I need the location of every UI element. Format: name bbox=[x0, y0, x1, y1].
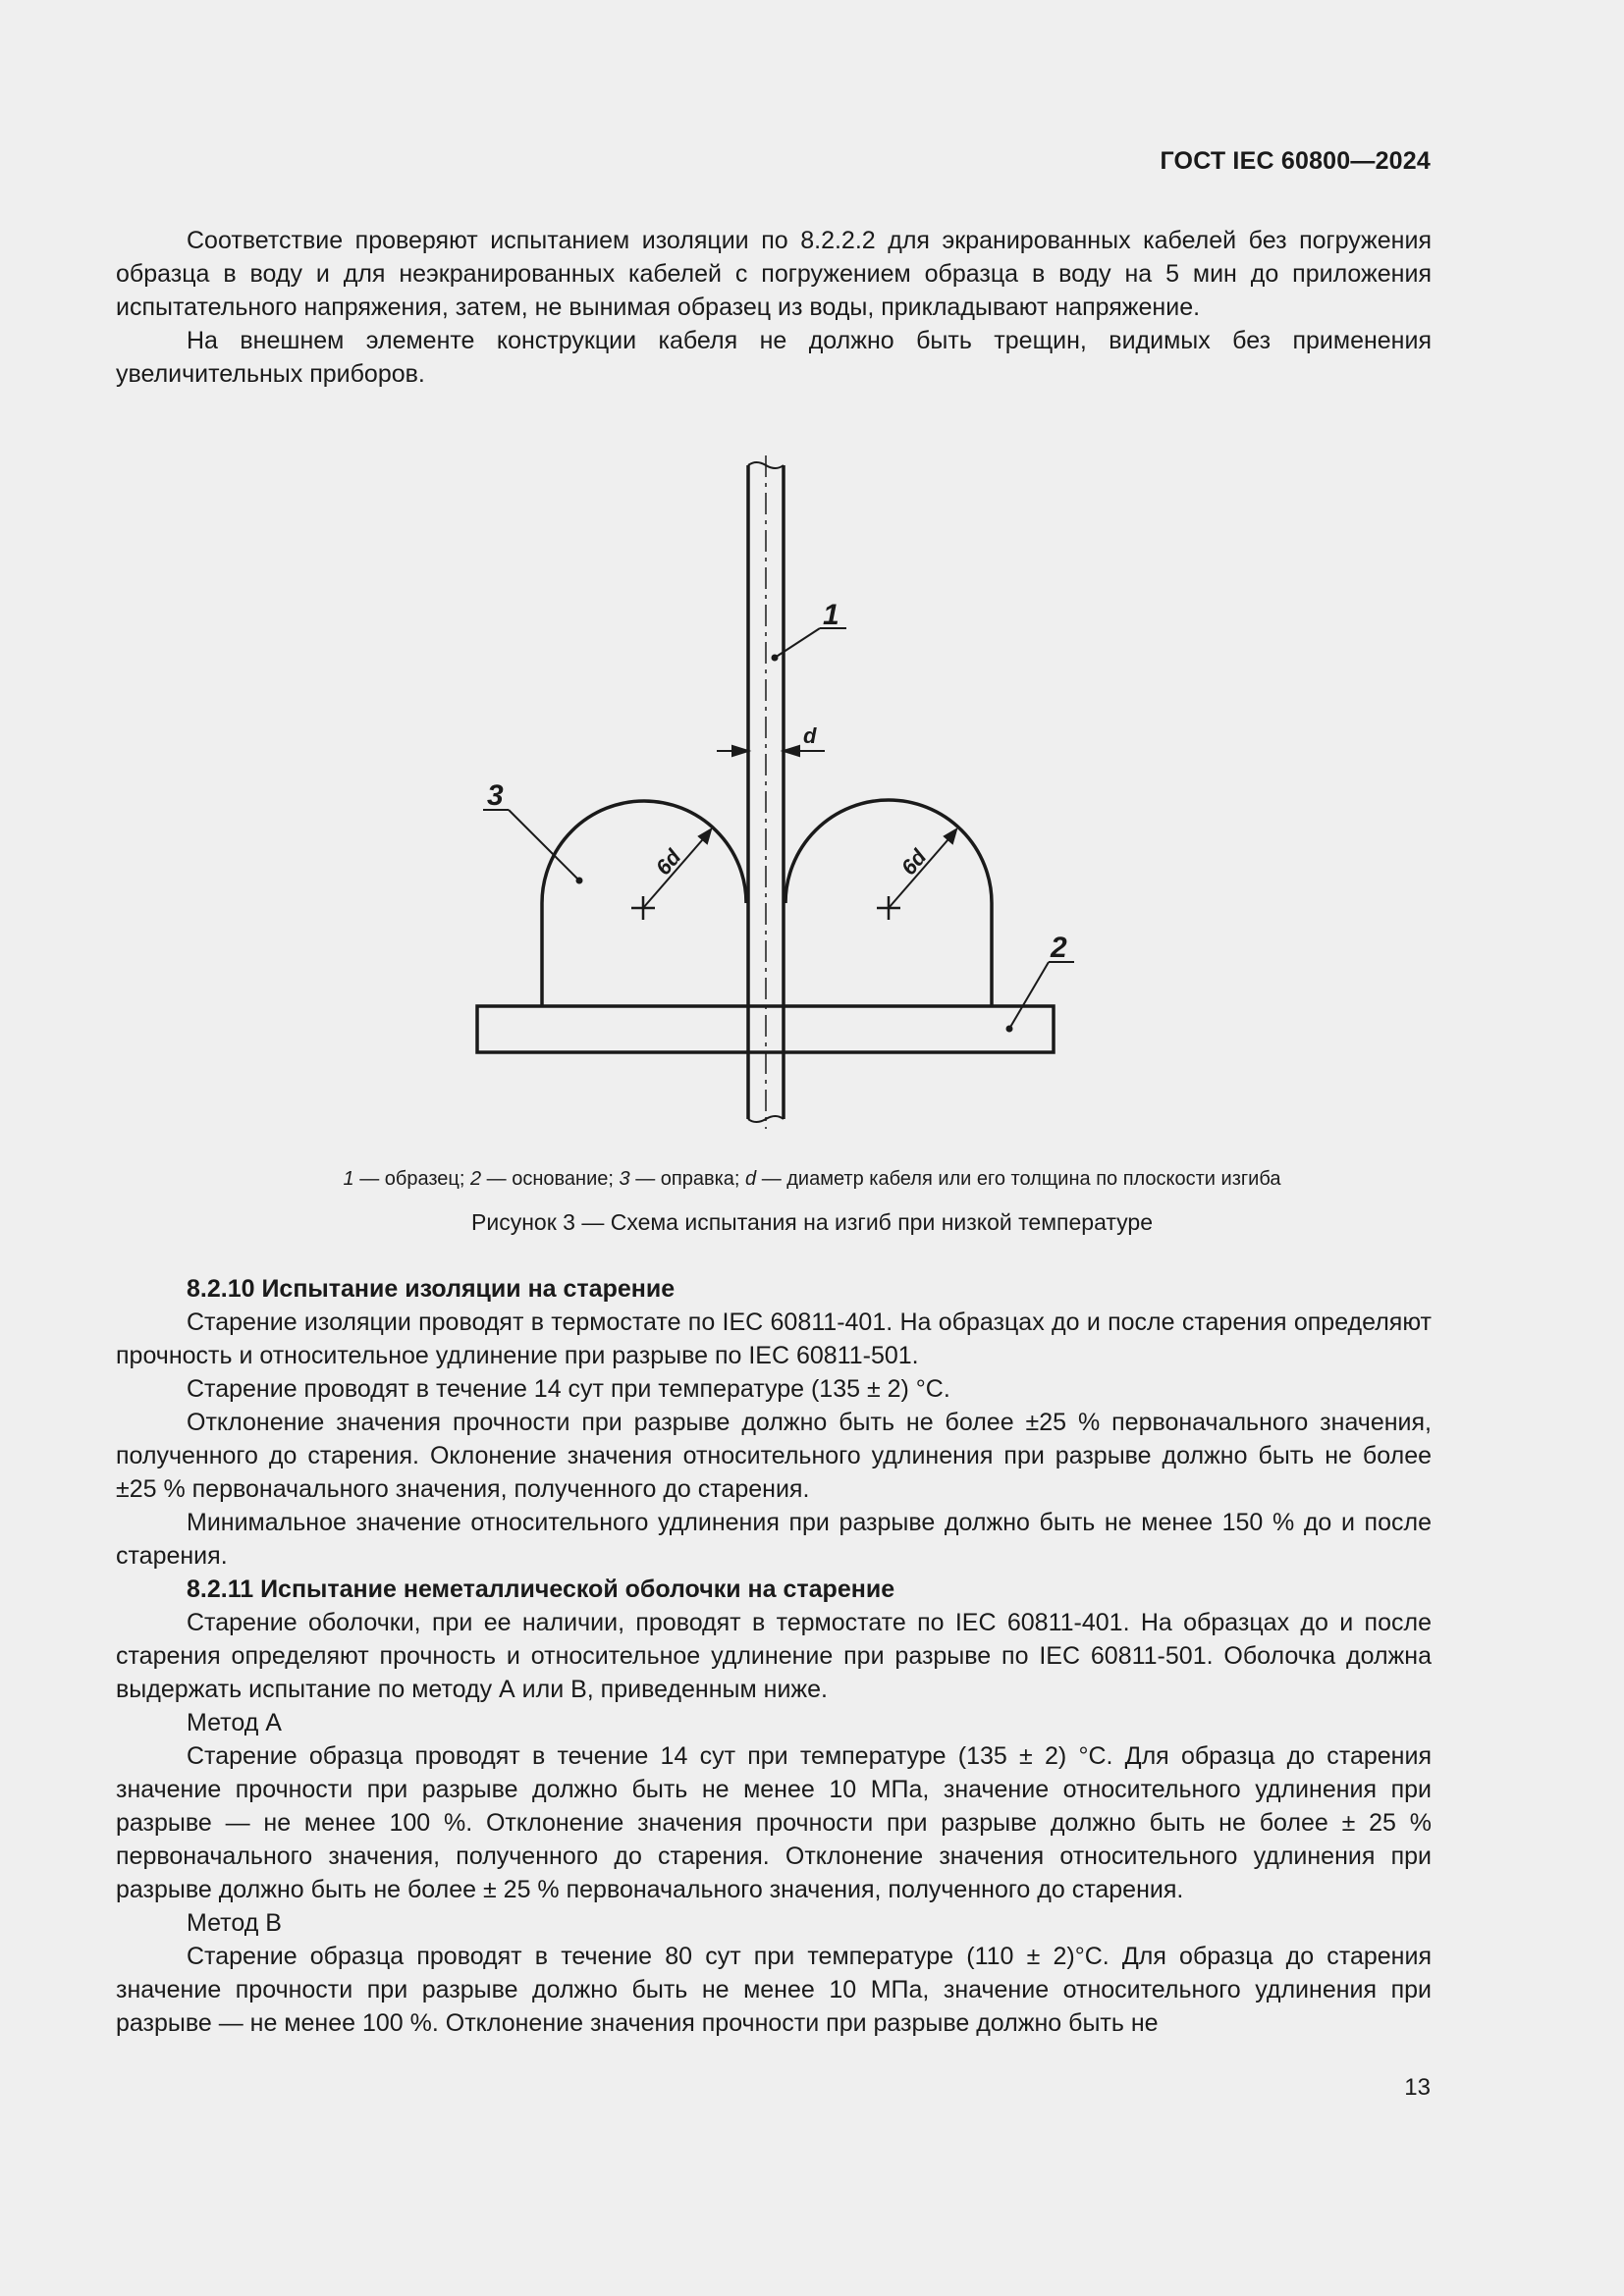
paragraph: Минимальное значение относительного удлинения при разрыве должно быть не менее 150 % до и после старения. bbox=[116, 1509, 1432, 1570]
method-a-label: Метод А bbox=[187, 1709, 282, 1736]
label-6d-left: 6d bbox=[650, 844, 686, 881]
paragraph: Соответствие проверяют испытанием изоляции по 8.2.2.2 для экранированных кабелей без погружения образца в воду и для неэкранированных кабелей с погружением образца в воду на 5 мин до приложения испытательного напряжения, затем, не вынимая образец из воды, прикладывают напряжение. bbox=[116, 227, 1432, 321]
paragraph: На внешнем элементе конструкции кабеля не должно быть трещин, видимых без применения увеличительных приборов. bbox=[116, 327, 1432, 388]
page-number: 13 bbox=[1404, 2074, 1431, 2101]
section-text bbox=[116, 1272, 1432, 2040]
label-2: 2 bbox=[1051, 932, 1067, 964]
label-6d-right: 6d bbox=[895, 844, 932, 881]
section-heading-8-2-10: 8.2.10 Испытание изоляции на старение bbox=[187, 1275, 676, 1303]
leader-3 bbox=[483, 810, 582, 883]
leader-2 bbox=[1007, 962, 1075, 1032]
paragraph: Старение изоляции проводят в термостате по IEC 60811-401. На образцах до и после старения определяют прочность и относительное удлинение при разрыве по IEC 60811-501. bbox=[116, 1308, 1432, 1369]
legend-text-1: — образец; bbox=[353, 1168, 470, 1190]
legend-num-3: 3 bbox=[619, 1168, 630, 1190]
label-d: d bbox=[803, 723, 817, 748]
legend-text-3: — оправка; bbox=[629, 1168, 746, 1190]
document-code-header: ГОСТ IEC 60800—2024 bbox=[1160, 147, 1431, 175]
label-3: 3 bbox=[487, 779, 504, 812]
intro-text bbox=[116, 224, 1432, 391]
bend-test-diagram bbox=[461, 452, 1090, 1139]
legend-num-2: 2 bbox=[470, 1168, 482, 1190]
paragraph: Старение оболочки, при ее наличии, проводят в термостате по IEC 60811-401. На образцах до и после старения определяют прочность и относительное удлинение при разрыве по IEC 60811-501. Оболочка должна выдержать испытание по методу А или В, приведенным ниже. bbox=[116, 1609, 1432, 1703]
method-b-label: Метод В bbox=[187, 1909, 282, 1937]
legend-text-2: — основание; bbox=[481, 1168, 620, 1190]
figure-caption: Рисунок 3 — Схема испытания на изгиб при низкой температуре bbox=[471, 1209, 1153, 1235]
section-heading-8-2-11: 8.2.11 Испытание неметаллической оболочки на старение bbox=[187, 1575, 895, 1603]
paragraph: Отклонение значения прочности при разрыве должно быть не более ±25 % первоначального значения, полученного до старения. Оклонение значения относительного удлинения при разрыве должно быть не более ±25 % первоначального значения, полученного до старения. bbox=[116, 1409, 1432, 1503]
legend-num-d: d bbox=[745, 1168, 757, 1190]
paragraph: Старение образца проводят в течение 80 сут при температуре (110 ± 2)°С. Для образца до старения значение прочности при разрыве должно быть не менее 10 МПа, значение относительного удлинения при разрыве — не менее 100 %. Отклонение значения прочности при разрыве должно быть не bbox=[116, 1943, 1432, 2037]
legend-text-d: — диаметр кабеля или его толщина по плоскости изгиба bbox=[756, 1168, 1281, 1190]
paragraph: Старение образца проводят в течение 14 сут при температуре (135 ± 2) °С. Для образца до старения значение прочности при разрыве должно быть не менее 10 МПа, значение относительного удлинения при разрыве — не менее 100 %. Отклонение значения прочности при разрыве должно быть не более ± 25 % первоначального значения, полученного до старения. Отклонение значения относительного удлинения при разрыве должно быть не более ± 25 % первоначального значения, полученного до старения. bbox=[116, 1742, 1432, 1903]
label-1: 1 bbox=[823, 599, 839, 631]
figure-legend bbox=[0, 1168, 1624, 1191]
legend-num-1: 1 bbox=[343, 1168, 354, 1190]
paragraph: Старение проводят в течение 14 сут при температуре (135 ± 2) °С. bbox=[187, 1375, 950, 1403]
